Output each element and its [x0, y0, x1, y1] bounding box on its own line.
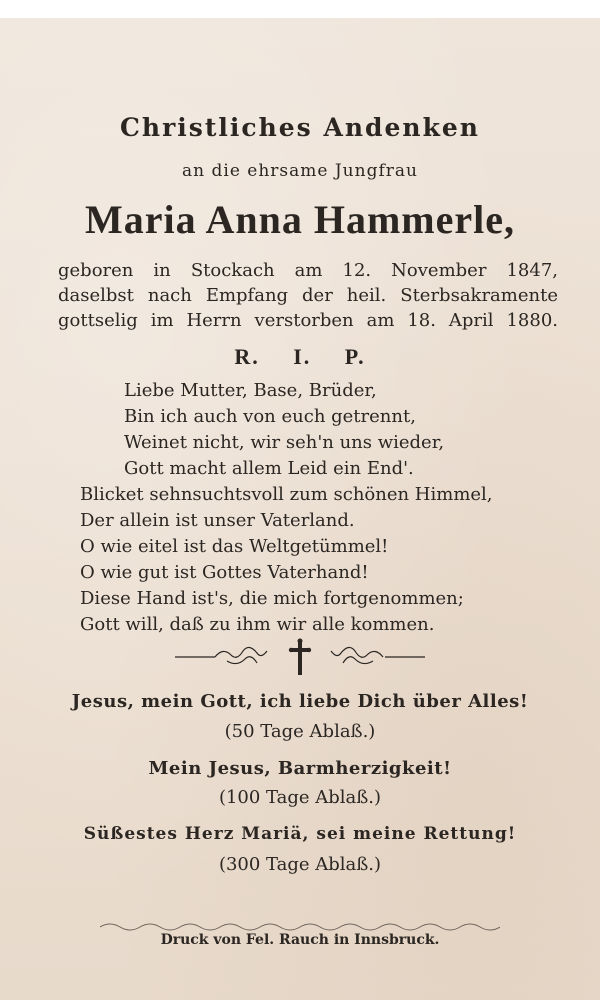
poem-line: Weinet nicht, wir seh'n uns wieder, — [124, 432, 445, 453]
birth-death-details — [58, 258, 558, 333]
card-subheading: an die ehrsame Jungfrau — [182, 161, 418, 181]
indulgence-line: (300 Tage Ablaß.) — [218, 854, 382, 875]
ornamental-divider — [0, 635, 600, 679]
card-heading: Christliches Andenken — [120, 113, 480, 142]
poem-line: Gott will, daß zu ihm wir alle kommen. — [80, 614, 435, 635]
printer-credit: Druck von Fel. Rauch in Innsbruck. — [160, 932, 440, 948]
prayer-line: Süßestes Herz Mariä, sei meine Rettung! — [83, 824, 517, 844]
poem-line: Blicket sehnsuchtsvoll zum schönen Himmel, — [80, 484, 493, 505]
poem-line: Der allein ist unser Vaterland. — [80, 510, 355, 531]
indulgence-line: (50 Tage Ablaß.) — [224, 721, 376, 742]
birth-line: geboren in Stockach am 12. November 1847, — [58, 260, 558, 281]
poem-line: Diese Hand ist's, die mich fortgenommen; — [80, 588, 464, 609]
prayer-line: Mein Jesus, Barmherzigkeit! — [148, 758, 452, 779]
poem — [80, 378, 540, 638]
memorial-card — [0, 18, 600, 1000]
poem-line: O wie eitel ist das Weltgetümmel! — [80, 536, 389, 557]
poem-line: Gott macht allem Leid ein End'. — [124, 458, 414, 479]
poem-line: Liebe Mutter, Base, Brüder, — [124, 380, 377, 401]
poem-line: Bin ich auch von euch getrennt, — [124, 406, 416, 427]
poem-line: O wie gut ist Gottes Vaterhand! — [80, 562, 369, 583]
deceased-name: Maria Anna Hammerle, — [85, 197, 515, 242]
indulgence-line: (100 Tage Ablaß.) — [218, 787, 382, 808]
prayer-line: Jesus, mein Gott, ich liebe Dich über Alles! — [71, 691, 529, 712]
sacrament-line: daselbst nach Empfang der heil. Sterbsakramente — [58, 285, 558, 306]
rip-label: R. I. P. — [234, 344, 366, 369]
cross-ornament-icon — [175, 635, 425, 679]
death-line: gottselig im Herrn verstorben am 18. April 1880. — [58, 310, 558, 331]
